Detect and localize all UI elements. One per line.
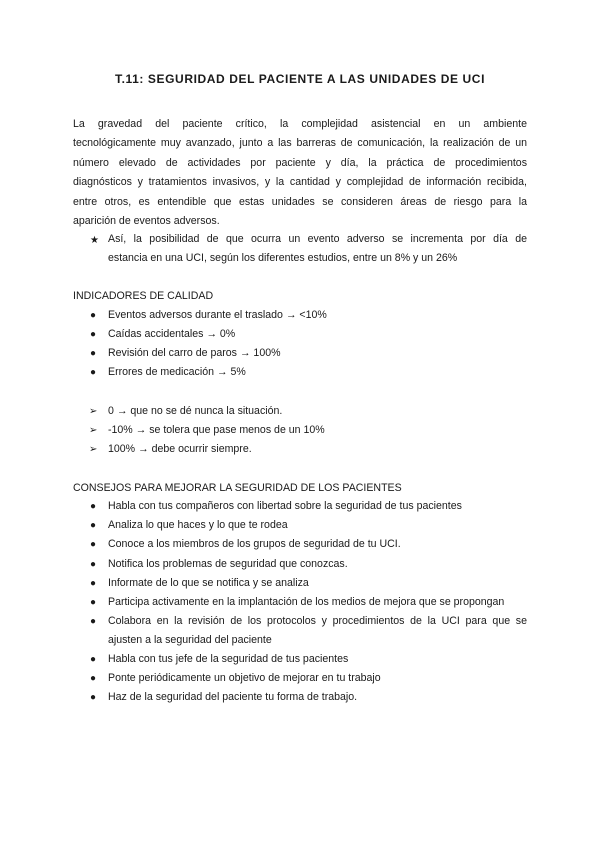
intro-line: aparición de eventos adversos. <box>73 215 220 228</box>
bullet-icon: ● <box>90 310 97 321</box>
bullet-icon: ● <box>90 367 97 378</box>
page-title: T.11: SEGURIDAD DEL PACIENTE A LAS UNIDADES DE UCI <box>114 72 486 86</box>
indicator-item: Caídas accidentales → 0% <box>108 328 236 340</box>
bullet-icon: ● <box>90 520 97 531</box>
advice-item: Participa activamente en la implantación de los medios de mejora que se propongan <box>108 596 505 608</box>
advice-item: Haz de la seguridad del paciente tu forma de trabajo. <box>108 691 358 703</box>
arrow-item: -10% → se tolera que pase menos de un 10% <box>108 424 325 436</box>
intro-line: número elevado de actividades por paciente y día, la práctica de procedimientos <box>73 156 527 169</box>
advice-item: Colabora en la revisión de los protocolos y procedimientos de la UCI para que se <box>108 615 527 627</box>
advice-item: Analiza lo que haces y lo que te rodea <box>108 519 288 531</box>
indicator-item: Eventos adversos durante el traslado → <10% <box>108 309 327 321</box>
bullet-icon: ● <box>90 654 97 665</box>
indicadores-heading: INDICADORES DE CALIDAD <box>73 290 214 302</box>
bullet-icon: ● <box>90 559 97 570</box>
advice-item: Notifica los problemas de seguridad que conozcas. <box>108 558 348 570</box>
intro-line: La gravedad del paciente crítico, la complejidad asistencial en un ambiente <box>73 118 527 130</box>
advice-item: Informate de lo que se notifica y se analiza <box>108 577 309 589</box>
star-item-line: estancia en una UCI, según los diferentes estudios, entre un 8% y un 26% <box>108 252 458 265</box>
bullet-icon: ● <box>90 616 97 627</box>
advice-item: Ponte periódicamente un objetivo de mejorar en tu trabajo <box>108 672 381 684</box>
bullet-icon: ● <box>90 348 97 359</box>
intro-line: diagnósticos y tratamientos invasivos, y la cantidad y complejidad de información recibida, <box>73 176 527 189</box>
advice-item: Habla con tus compañeros con libertad sobre la seguridad de tus pacientes <box>108 500 462 512</box>
star-bullet-icon: ★ <box>90 235 99 246</box>
advice-item: Habla con tus jefe de la seguridad de tus pacientes <box>108 653 349 665</box>
bullet-icon: ● <box>90 329 97 340</box>
arrow-bullet-icon: ➢ <box>89 444 98 455</box>
intro-line: entre otros, es entendible que estas unidades se consideren áreas de riesgo para la <box>73 195 527 208</box>
star-item <box>108 230 527 269</box>
indicator-item: Errores de medicación → 5% <box>108 366 246 378</box>
bullet-icon: ● <box>90 692 97 703</box>
bullet-icon: ● <box>90 597 97 608</box>
arrow-item: 100% → debe ocurrir siempre. <box>108 443 252 455</box>
star-item-line: Así, la posibilidad de que ocurra un evento adverso se incrementa por día de <box>108 233 527 245</box>
bullet-icon: ● <box>90 501 97 512</box>
arrow-item: 0 → que no se dé nunca la situación. <box>108 405 283 417</box>
indicator-item: Revisión del carro de paros → 100% <box>108 347 281 359</box>
bullet-icon: ● <box>90 539 97 550</box>
advice-item: Conoce a los miembros de los grupos de seguridad de tu UCI. <box>108 538 401 550</box>
arrow-bullet-icon: ➢ <box>89 425 98 436</box>
intro-paragraph <box>73 115 527 231</box>
advice-item-continuation: ajusten a la seguridad del paciente <box>108 634 272 646</box>
consejos-heading: CONSEJOS PARA MEJORAR LA SEGURIDAD DE LOS PACIENTES <box>73 482 402 494</box>
intro-line: tecnológicamente muy avanzado, junto a las barreras de comunicación, la realización de un <box>73 137 527 150</box>
bullet-icon: ● <box>90 578 97 589</box>
bullet-icon: ● <box>90 673 97 684</box>
arrow-bullet-icon: ➢ <box>89 406 98 417</box>
